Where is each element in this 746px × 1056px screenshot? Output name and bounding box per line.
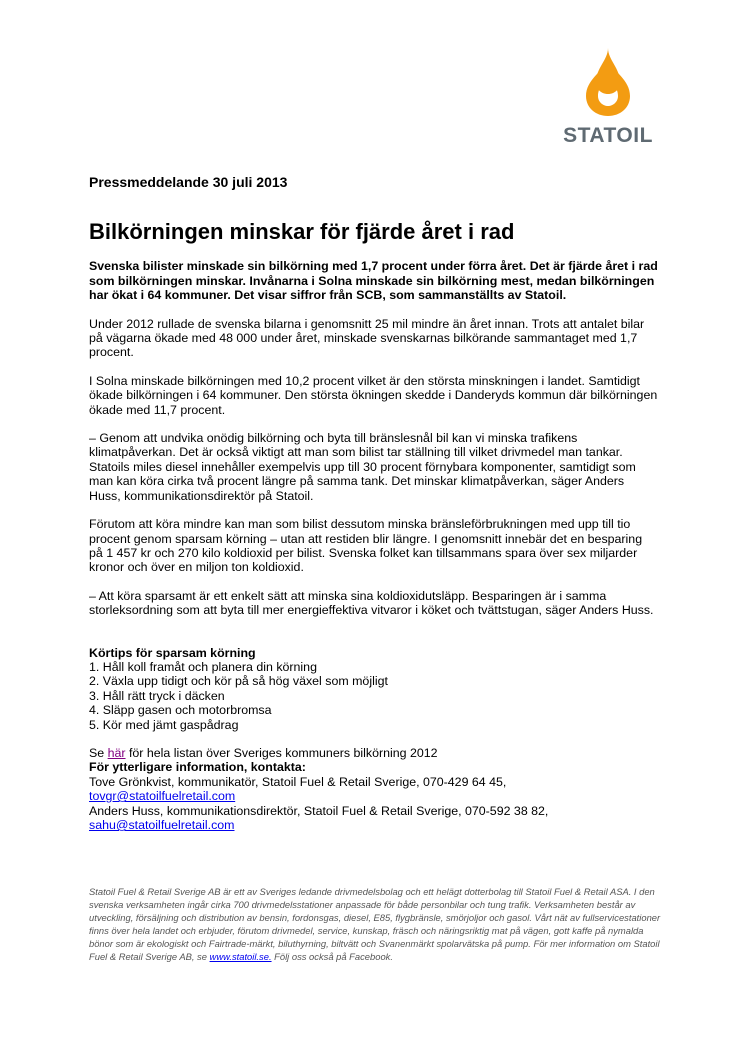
body-paragraph-1: Under 2012 rullade de svenska bilarna i genomsnitt 25 mil mindre än året innan. Trots att antalet bilar på vägarna ökade med 48 000 under året, minskade svenskarnas bilkörande sammantaget med 1,7 procent. [89,316,645,360]
body-paragraph-2: I Solna minskade bilkörningen med 10,2 procent vilket är den största minskningen i landet. Samtidigt ökade bilkörningen i 64 kommuner. Den största ökningen skedde i Danderyds kommun där bilkörningen ökade med 11,7 procent. [89,373,658,417]
tip-item: 4. Släpp gasen och motorbromsa [89,703,272,718]
statoil-logo [556,46,660,150]
headline: Bilkörningen minskar för fjärde året i rad [89,219,515,245]
tip-item: 3. Håll rätt tryck i däcken [89,688,225,703]
contact-title: För ytterligare information, kontakta: [89,760,306,775]
tips-title: Körtips för sparsam körning [89,645,256,660]
boilerplate-text: Statoil Fuel & Retail Sverige AB är ett av Sveriges ledande drivmedelsbolag och ett helägt dotterbolag till Statoil Fuel & Retail ASA. I den svenska verksamheten ingår cirka 700 drivmedelsstationer anpassade för både personbilar och tung trafik. Verksamheten består av utveckling, försäljning och distribution av bensin, fordonsgas, diesel, E85, flygbränsle, smörjoljor och gasol. Vårt nät av fullservicestationer finns över hela landet och erbjuder, förutom drivmedel, service, kunskap, fräsch och näringsriktig mat på vägen, gott kaffe på nymalda bönor som är ekologiskt och Fairtrade-märkt, biluthyrning, biltvätt och Svanenmärkt spolarvätska på pump. För mer information om Statoil Fuel & Retail Sverige AB, se [89,886,661,962]
tips-list [89,660,659,732]
body-paragraph-4: Förutom att köra mindre kan man som bilist dessutom minska bränsleförbrukningen med upp till tio procent genom sparsam körning – utan att restiden blir längre. I genomsnitt innebär det en besparing på 1 457 kr och 270 kilo koldioxid per bilist. Svenska folket kan tillsammans spara över sex miljarder kronor och över en miljon ton koldioxid. [89,517,643,575]
contact-person-1: Tove Grönkvist, kommunikatör, Statoil Fuel & Retail Sverige, 070-429 64 45, [89,774,507,789]
body-paragraph-3: – Genom att undvika onödig bilkörning och byta till bränslesnål bil kan vi minska trafikens klimatpåverkan. Det är också viktigt att man som bilist tar ställning till vilket drivmedel man tankar. Statoils miles diesel innehåller exempelvis upp till 30 procent förnybara komponenter, samtidigt som man kan köra cirka två procent längre på samma tank. Det minskar klimatpåverkan, säger Anders Huss, kommunikationsdirektör på Statoil. [89,431,636,503]
contact-email-1[interactable]: tovgr@statoilfuelretail.com [89,789,236,804]
statoil-website-link[interactable]: www.statoil.se. [209,951,272,962]
statoil-flame-drop-icon [582,46,634,118]
see-list-line [89,746,659,760]
contact-person-2: Anders Huss, kommunikationsdirektör, Statoil Fuel & Retail Sverige, 070-592 38 82, [89,803,549,818]
brand-wordmark: STATOIL [563,124,653,147]
tip-item: 1. Håll koll framåt och planera din körning [89,659,317,674]
company-boilerplate [89,885,661,963]
tip-item: 5. Kör med jämt gaspådrag [89,717,239,732]
contact-email-2[interactable]: sahu@statoilfuelretail.com [89,818,235,832]
municipality-list-link[interactable]: här [107,745,126,760]
boilerplate-end: Följ oss också på Facebook. [271,951,393,962]
lead-paragraph: Svenska bilister minskade sin bilkörning med 1,7 procent under förra året. Det är fjärde året i rad som bilkörningen minskar. Invånarna i Solna minskade sin bilkörning mest, medan bilkörningen har ökat i 64 kommuner. Det visar siffror från SCB, som sammanställts av Statoil. [89,259,658,303]
tip-item: 2. Växla upp tidigt och kör på så hög växel som möjligt [89,674,388,689]
see-prefix: Se [89,745,108,760]
body-paragraph-5: – Att köra sparsamt är ett enkelt sätt att minska sina koldioxidutsläpp. Besparingen är i samma storleksordning som att byta till mer energieffektiva vitvaror i köket och tvättstugan, säger Anders Huss. [89,588,654,618]
contact-section [89,760,659,832]
press-release [89,175,659,832]
release-date: Pressmeddelande 30 juli 2013 [89,174,288,190]
see-suffix: för hela listan över Sveriges kommuners bilkörning 2012 [125,745,438,760]
